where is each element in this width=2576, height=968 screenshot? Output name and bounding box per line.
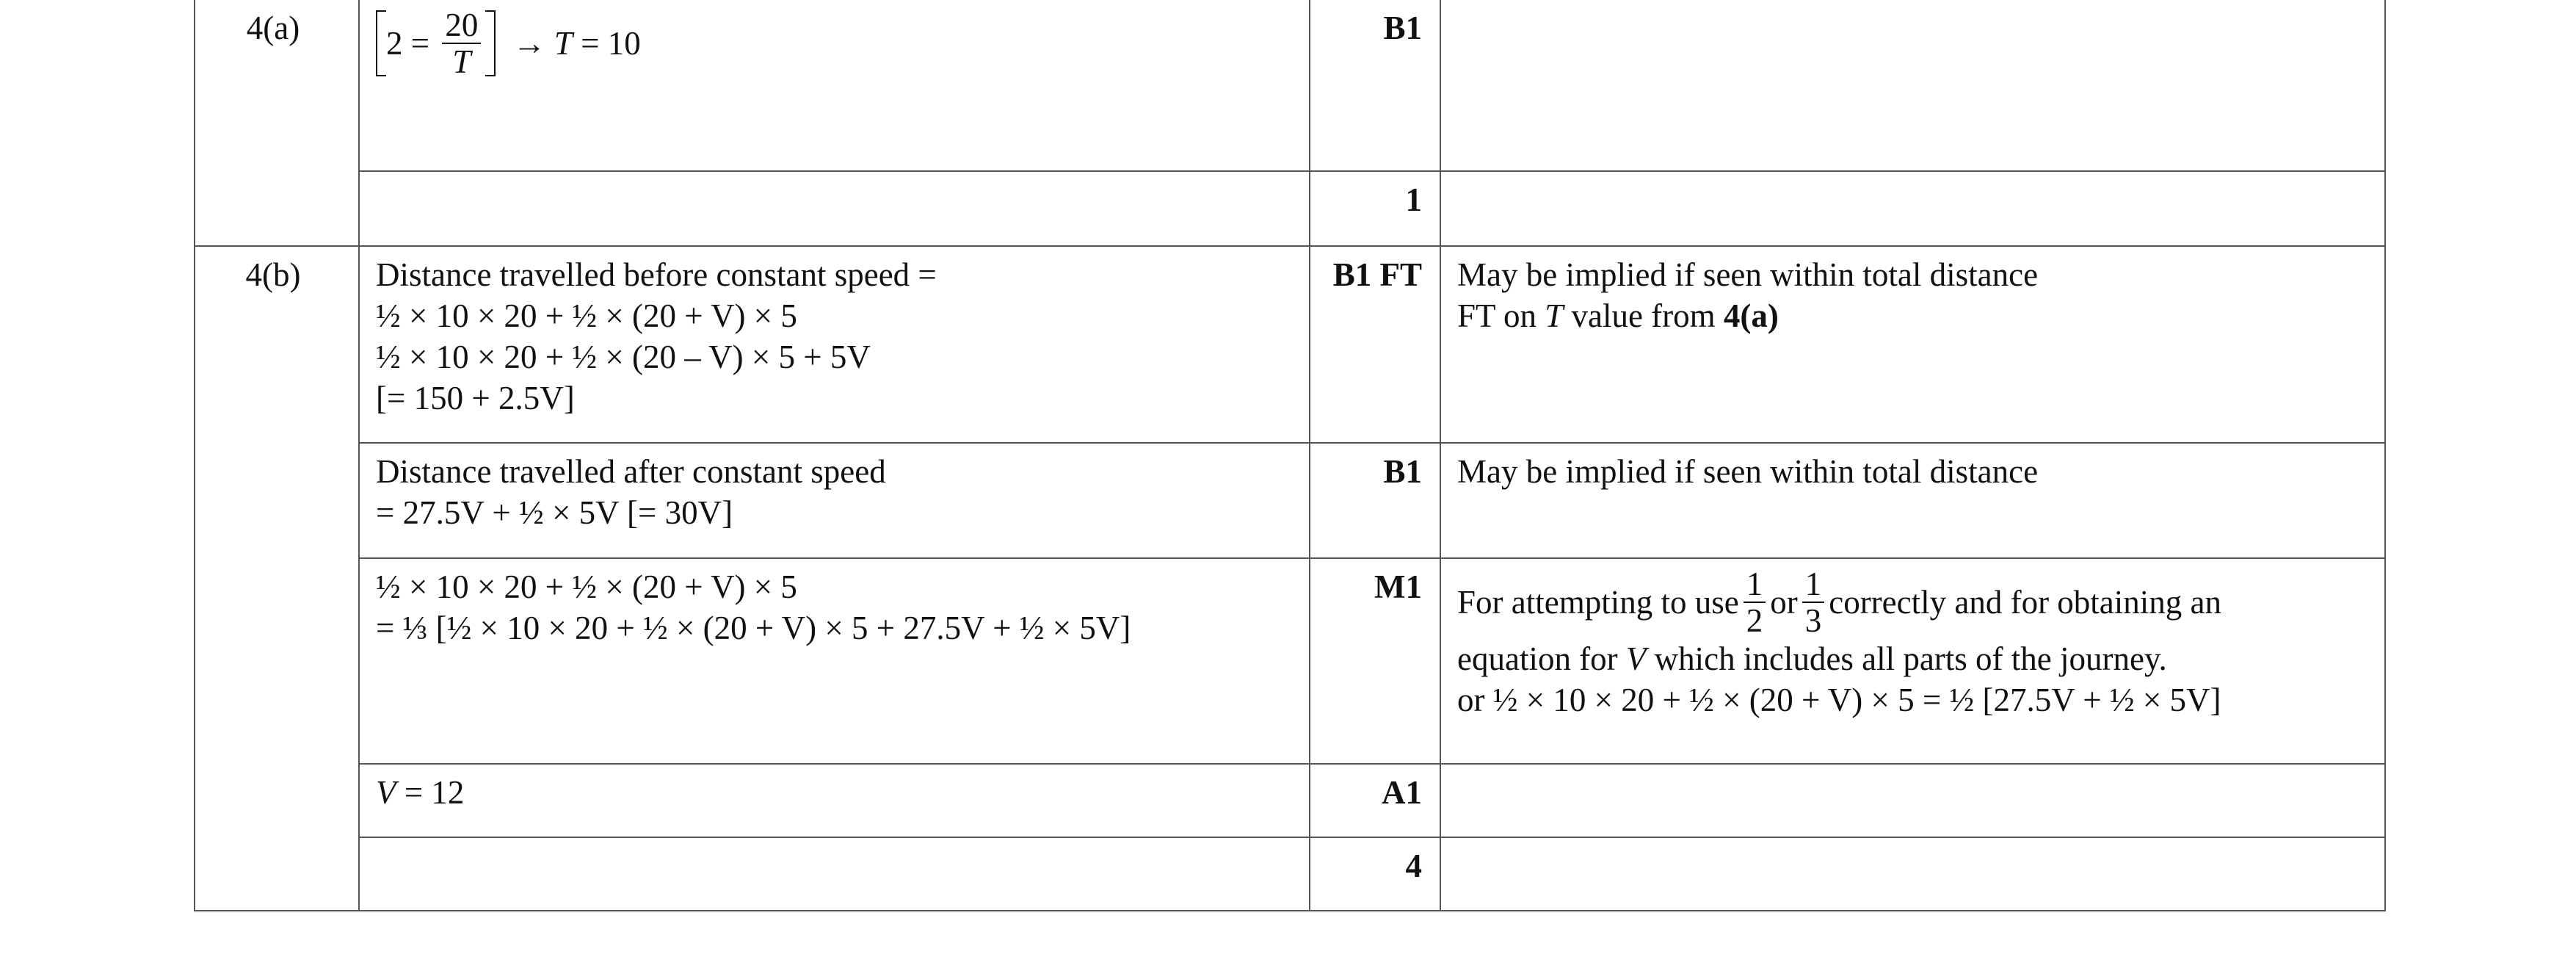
guidance-cell: [1440, 837, 2385, 911]
fraction-denominator: T: [452, 43, 471, 80]
guidance-cell: [1440, 764, 2385, 837]
answer-line: [= 150 + 2.5V]: [376, 380, 575, 416]
guidance-variable: T: [1545, 297, 1564, 334]
mark-code: A1: [1310, 764, 1440, 837]
answer-line: ½ × 10 × 20 + ½ × (20 + V) × 5: [376, 297, 797, 334]
guidance-text: FT on: [1457, 297, 1545, 334]
arrow-symbol: →: [512, 25, 546, 62]
guidance-text: value from: [1563, 297, 1724, 334]
fraction-denominator: 3: [1804, 602, 1822, 639]
fraction-denominator: 2: [1746, 602, 1763, 639]
table-row: [195, 171, 2385, 246]
mark-code: M1: [1310, 558, 1440, 764]
fraction: [442, 7, 481, 79]
result-variable: T: [554, 25, 573, 62]
guidance-text: or: [1770, 584, 1798, 621]
guidance-reference: 4(a): [1723, 297, 1779, 334]
answer-cell: [359, 443, 1310, 558]
guidance-text: equation for: [1457, 640, 1626, 677]
mark-scheme-table: [194, 0, 2386, 911]
guidance-line: [1457, 295, 2384, 336]
answer-cell: [359, 171, 1310, 246]
answer-cell: [359, 0, 1310, 171]
equation-lhs: 2 =: [386, 25, 430, 62]
guidance-line: [1457, 566, 2384, 638]
result-value: = 10: [572, 25, 641, 62]
question-label: 4(b): [195, 246, 359, 911]
answer-line: ½ × 10 × 20 + ½ × (20 – V) × 5 + 5V: [376, 339, 871, 375]
fraction-numerator: 20: [442, 7, 481, 44]
answer-line: = ⅓ [½ × 10 × 20 + ½ × (20 + V) × 5 + 27.5V + ½ × 5V]: [376, 610, 1131, 646]
bracketed-expression: [376, 7, 496, 79]
answer-cell: [359, 764, 1310, 837]
answer-line: Distance travelled after constant speed: [376, 453, 886, 490]
mark-code: B1: [1310, 443, 1440, 558]
answer-cell: [359, 558, 1310, 764]
mark-code: B1 FT: [1310, 246, 1440, 443]
answer-variable: V: [376, 774, 396, 811]
answer-line: ½ × 10 × 20 + ½ × (20 + V) × 5: [376, 568, 797, 605]
table-row: [195, 0, 2385, 171]
guidance-cell: [1440, 443, 2385, 558]
table-row: [195, 837, 2385, 911]
guidance-cell: [1440, 0, 2385, 171]
fraction-numerator: 1: [1802, 566, 1825, 603]
guidance-line: May be implied if seen within total distance: [1457, 453, 2039, 490]
question-label: 4(a): [195, 0, 359, 246]
table-row: [195, 764, 2385, 837]
guidance-text: For attempting to use: [1457, 584, 1739, 621]
guidance-line: [1457, 638, 2384, 679]
answer-value: = 12: [396, 774, 465, 811]
guidance-cell: [1440, 558, 2385, 764]
fraction-one-half: [1744, 566, 1766, 638]
answer-line: Distance travelled before constant speed =: [376, 256, 937, 293]
guidance-cell: [1440, 246, 2385, 443]
guidance-text: which includes all parts of the journey.: [1646, 640, 2167, 677]
total-marks: 1: [1310, 171, 1440, 246]
table-row: [195, 443, 2385, 558]
fraction-numerator: 1: [1744, 566, 1766, 603]
guidance-line: May be implied if seen within total distance: [1457, 256, 2039, 293]
guidance-cell: [1440, 171, 2385, 246]
table-row: [195, 558, 2385, 764]
answer-line: = 27.5V + ½ × 5V [= 30V]: [376, 494, 733, 531]
answer-cell: [359, 837, 1310, 911]
guidance-line: or ½ × 10 × 20 + ½ × (20 + V) × 5 = ½ [27.5V + ½ × 5V]: [1457, 682, 2221, 718]
guidance-variable: V: [1625, 640, 1647, 677]
table-row: [195, 246, 2385, 443]
guidance-text: correctly and for obtaining an: [1829, 584, 2222, 621]
mark-code: B1: [1310, 0, 1440, 171]
answer-cell: [359, 246, 1310, 443]
fraction-one-third: [1802, 566, 1825, 638]
total-marks: 4: [1310, 837, 1440, 911]
